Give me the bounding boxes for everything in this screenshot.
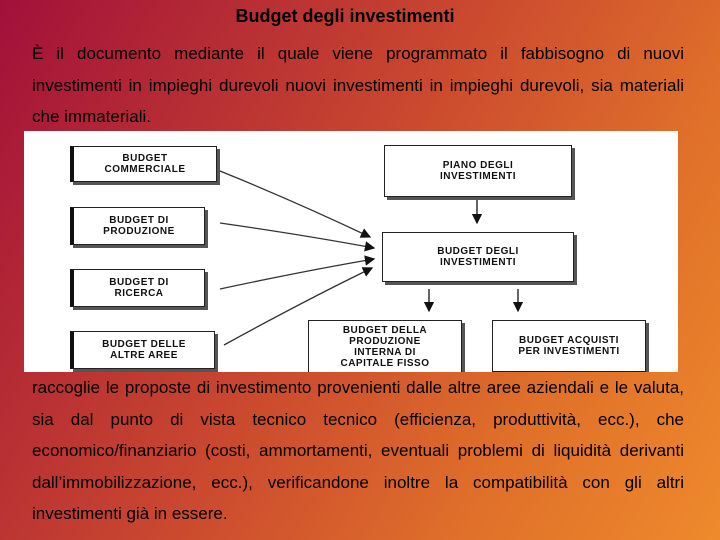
arrow-commerciale	[220, 171, 370, 237]
box-budget-investimenti: BUDGET DEGLI INVESTIMENTI	[382, 232, 574, 282]
box-budget-altre-aree: BUDGET DELLE ALTRE AREE	[70, 331, 215, 369]
box-budget-ricerca: BUDGET DI RICERCA	[70, 269, 205, 307]
body-paragraph: raccoglie le proposte di investimento provenienti dalle altre aree aziendali e le valuta, sia dal punto di vista tecnico tecnico (efficienza, produttività, ecc.), che economico/finanziario (costi, ammortamenti, eventuali problemi di liquidità derivanti dall’immobilizzazione, ecc.), verificandone inoltre la compatibilità con gli altri investimenti già in essere.	[32, 378, 684, 523]
arrow-ricerca	[220, 259, 374, 289]
arrow-produzione	[220, 223, 374, 248]
box-budget-produzione: BUDGET DI PRODUZIONE	[70, 207, 205, 245]
intro-paragraph: È il documento mediante il quale viene programmato il fabbisogno di nuovi investimenti in impieghi durevoli nuovi investimenti in impieghi durevoli, sia materiali che immateriali.	[32, 44, 684, 126]
budget-flow-diagram	[24, 131, 678, 372]
box-budget-produzione-interna: BUDGET DELLA PRODUZIONE INTERNA DI CAPITALE FISSO	[308, 320, 462, 372]
page-title: Budget degli investimenti	[235, 6, 455, 26]
box-budget-acquisti: BUDGET ACQUISTI PER INVESTIMENTI	[492, 320, 646, 372]
box-piano-investimenti: PIANO DEGLI INVESTIMENTI	[384, 145, 572, 197]
box-budget-commerciale: BUDGET COMMERCIALE	[70, 146, 217, 182]
